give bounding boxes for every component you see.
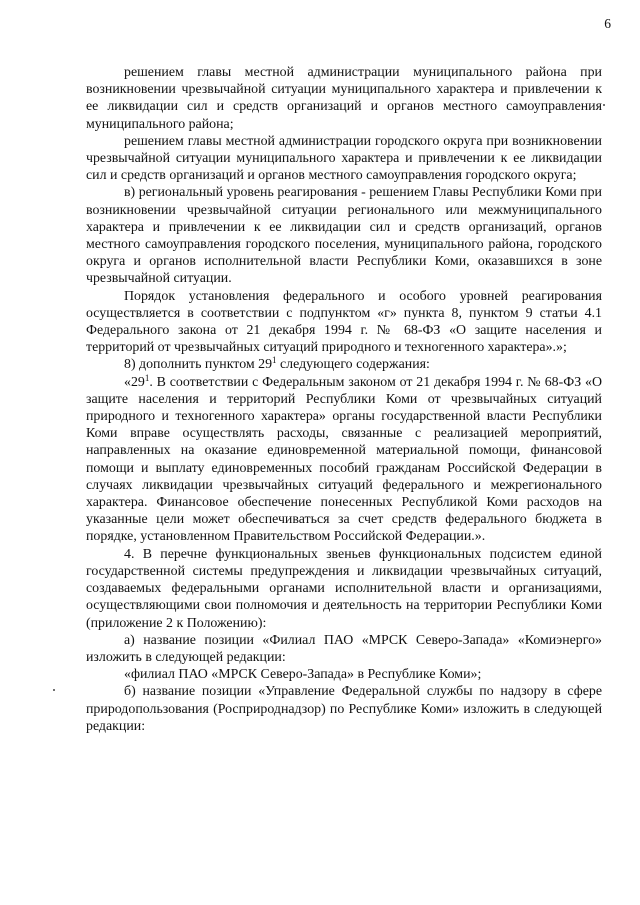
scan-speck (53, 689, 55, 691)
paragraph-item-a: а) название позиции «Филиал ПАО «МРСК Северо-Запада» «Комиэнерго» изложить в следующей редакции: (86, 632, 602, 665)
paragraph-point-29-1-text: . В соответствии с Федеральным законом от 21 декабря 1994 г. № 68-ФЗ «О защите населения и территорий Республики Коми от чрезвычайных ситуаций природного и техногенного характера» органы государственной власти Республики Коми вправе осуществлять расходы, связанные с реализацией мероприятий, направленных на оказание единовременной материальной помощи, финансовой помощи и выплату единовременных пособий гражданам Российской Федерации в случаях ликвидации чрезвычайных ситуаций федерального и межрегионального характера. Финансовое обеспечение понесенных Республикой Коми расходов на указанные цели может обеспечиваться за счет средств федерального бюджета в порядке, установленном Правительством Российской Федерации.». (86, 374, 602, 545)
superscript: 1 (144, 372, 150, 383)
paragraph-item-8-text: 8) дополнить пунктом 29 (124, 357, 273, 373)
paragraph-municipal-district: решением главы местной администрации муниципального района при возникновении чрезвычайной ситуации муниципального характера и привлечении к ее ликвидации сил и средств организаций и органов местного самоуправления муниципального района; (86, 65, 602, 132)
paragraph-item-8-text-end: следующего содержания: (276, 357, 430, 373)
superscript: 1 (272, 355, 277, 366)
paragraph-federal-procedure: Порядок установления федерального и особого уровней реагирования осуществляется в соответствии с подпунктом «г» пункта 8, пунктом 9 статьи 4.1 Федерального закона от 21 декабря 1994 г. № 68-ФЗ «О защите населения и территорий от чрезвычайных ситуаций природного и техногенного характера».»; (86, 288, 602, 356)
paragraph-city-district: решением главы местной администрации городского округа при возникновении чрезвычайной ситуации муниципального характера и привлечении к ее ликвидации сил и средств организаций и органов местного самоуправления городского округа; (86, 133, 602, 184)
page-number: 6 (604, 16, 611, 31)
paragraph-item-b: б) название позиции «Управление Федеральной службы по надзору в сфере природопользования (Росприроднадзор) по Республике Коми» изложить в следующей редакции: (86, 684, 602, 734)
paragraph-item-4: 4. В перечне функциональных звеньев функциональных подсистем единой государственной системы предупреждения и ликвидации чрезвычайных ситуаций, создаваемых федеральными органами исполнительной власти и организациями, осуществляющими свои полномочия и деятельность на территории Республики Коми (приложение 2 к Положению): (86, 546, 602, 631)
paragraph-item-8 (86, 356, 602, 373)
document-body (86, 64, 602, 735)
scan-speck (603, 104, 605, 106)
paragraph-new-name-a: «филиал ПАО «МРСК Северо-Запада» в Республике Коми»; (124, 667, 482, 683)
paragraph-point-29-1-number: «29 (124, 374, 145, 390)
paragraph-point-29-1 (86, 374, 602, 546)
paragraph-regional-level: в) региональный уровень реагирования - решением Главы Республики Коми при возникновении чрезвычайной ситуации регионального или межмуниципального характера и привлечении к ее ликвидации сил и средств организаций, органов местного самоуправления городского поселения, муниципального района, городского округа и органов исполнительной власти Республики Коми, оказавшихся в зоне чрезвычайной ситуации. (86, 185, 602, 287)
